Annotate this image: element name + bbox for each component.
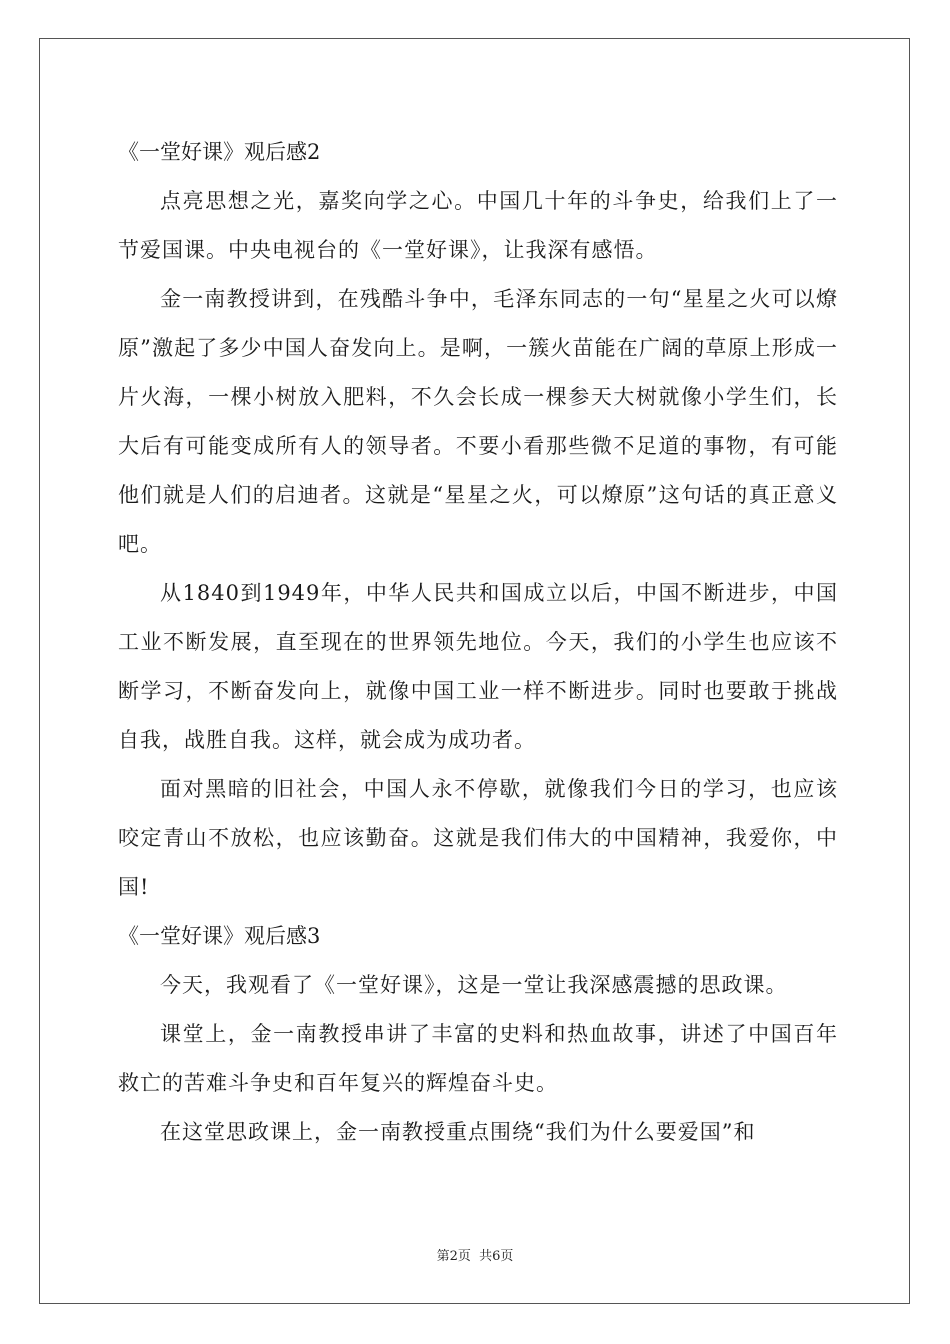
document-body <box>118 128 838 1157</box>
section-heading: 《一堂好课》观后感3 <box>118 924 321 948</box>
paragraph: 金一南教授讲到，在残酷斗争中，毛泽东同志的一句“星星之火可以燎原”激起了多少中国人奋发向上。是啊，一簇火苗能在广阔的草原上形成一片火海，一棵小树放入肥料，不久会长成一棵参天大树就像小学生们，长大后有可能变成所有人的领导者。不要小看那些微不足道的事物，有可能他们就是人们的启迪者。这就是“星星之火，可以燎原”这句话的真正意义吧。 <box>118 287 838 556</box>
paragraph: 从1840到1949年，中华人民共和国成立以后，中国不断进步，中国工业不断发展，直至现在的世界领先地位。今天，我们的小学生也应该不断学习，不断奋发向上，就像中国工业一样不断进步。同时也要敢于挑战自我，战胜自我。这样，就会成为成功者。 <box>118 581 838 752</box>
paragraph: 点亮思想之光，嘉奖向学之心。中国几十年的斗争史，给我们上了一节爱国课。中央电视台的《一堂好课》，让我深有感悟。 <box>118 189 838 262</box>
section-2 <box>118 128 838 912</box>
paragraph: 面对黑暗的旧社会，中国人永不停歇，就像我们今日的学习，也应该咬定青山不放松，也应该勤奋。这就是我们伟大的中国精神，我爱你，中国! <box>118 777 838 899</box>
paragraph: 在这堂思政课上，金一南教授重点围绕“我们为什么要爱国”和 <box>160 1120 756 1144</box>
section-3 <box>118 912 838 1157</box>
page-number: 第2页 <box>436 1249 471 1264</box>
page-total: 共6页 <box>479 1249 514 1264</box>
page-footer <box>0 1245 950 1264</box>
paragraph: 课堂上，金一南教授串讲了丰富的史料和热血故事，讲述了中国百年救亡的苦难斗争史和百年复兴的辉煌奋斗史。 <box>118 1022 838 1095</box>
paragraph: 今天，我观看了《一堂好课》，这是一堂让我深感震撼的思政课。 <box>160 973 788 997</box>
section-heading: 《一堂好课》观后感2 <box>118 140 321 164</box>
